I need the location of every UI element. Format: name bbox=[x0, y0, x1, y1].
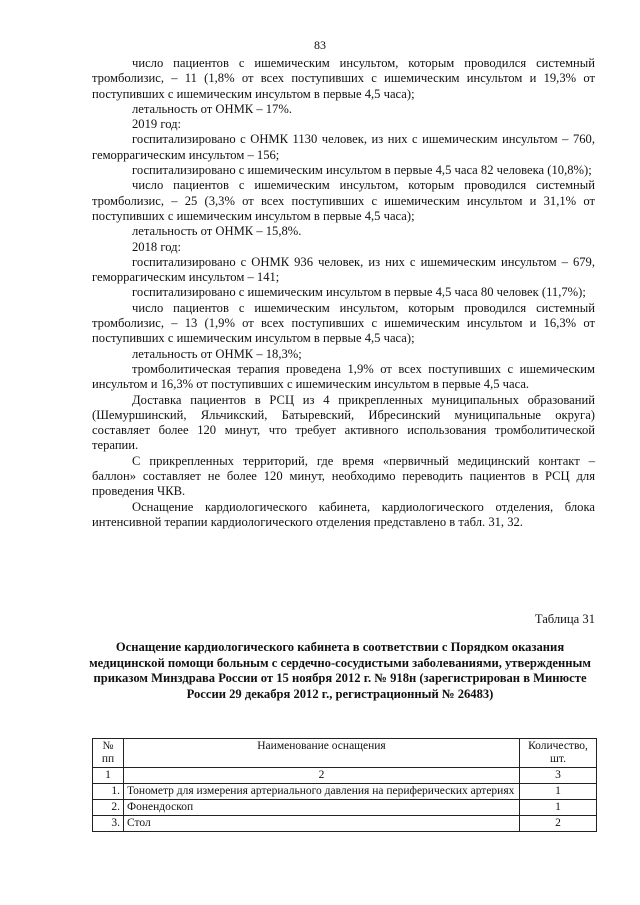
row-num: 1. bbox=[93, 784, 124, 800]
paragraph: госпитализировано с ОНМК 1130 человек, из них с ишемическим инсультом – 760, геморрагическим инсультом – 156; bbox=[92, 132, 595, 162]
header-qty: Количество, шт. bbox=[520, 739, 597, 768]
paragraph: 2018 год: bbox=[132, 239, 182, 254]
row-qty: 1 bbox=[520, 784, 597, 800]
paragraph: С прикрепленных территорий, где время «первичный медицинский контакт – баллон» составляет не более 120 минут, необходимо переводить пациентов в РСЦ для проведения ЧКВ. bbox=[92, 453, 595, 499]
paragraph: летальность от ОНМК – 18,3%; bbox=[132, 346, 302, 361]
equipment-table bbox=[92, 738, 597, 832]
header-name: Наименование оснащения bbox=[124, 739, 520, 768]
paragraph: Доставка пациентов в РСЦ из 4 прикрепленных муниципальных образований (Шемуршинский, Яльчикский, Батыревский, Ибресинский муниципальные округа) составляет более 120 минут, что требует активного использования тромболитической терапии. bbox=[92, 392, 595, 453]
table-index-row bbox=[93, 768, 597, 784]
paragraph: Оснащение кардиологического кабинета, кардиологического отделения, блока интенсивной терапии кардиологического отделения представлено в табл. 31, 32. bbox=[92, 499, 595, 529]
paragraph: госпитализировано с ОНМК 936 человек, из них с ишемическим инсультом – 679, геморрагическим инсультом – 141; bbox=[92, 254, 595, 285]
table-row bbox=[93, 784, 597, 800]
table-row bbox=[93, 800, 597, 816]
row-num: 2. bbox=[93, 800, 124, 816]
row-num: 3. bbox=[93, 816, 124, 832]
table-title: Оснащение кардиологического кабинета в соответствии с Порядком оказания медицинской помощи больным с сердечно-сосудистыми заболеваниями, утвержденным приказом Минздрава России от 15 ноября 2012 г. № 918н (зарегистрирован в Минюсте России 29 декабря 2012 г., регистрационный № 26483) bbox=[89, 640, 591, 701]
body-text bbox=[92, 56, 595, 530]
table-header-row bbox=[93, 739, 597, 768]
row-name: Тонометр для измерения артериального давления на периферических артериях bbox=[124, 784, 520, 800]
table-caption: Таблица 31 bbox=[534, 612, 595, 626]
row-qty: 1 bbox=[520, 800, 597, 816]
paragraph: 2019 год: bbox=[132, 117, 182, 132]
page-number: 83 bbox=[314, 38, 326, 52]
paragraph: госпитализировано с ишемическим инсультом в первые 4,5 часа 82 человека (10,8%); bbox=[132, 163, 592, 178]
paragraph: число пациентов с ишемическим инсультом, которым проводился системный тромболизис, – 13 (1,9% от всех поступивших с ишемическим инсультом и 16,3% от поступивших с ишемическим инсультом в первые 4,5 часа); bbox=[92, 300, 595, 346]
paragraph: летальность от ОНМК – 17%. bbox=[132, 101, 292, 116]
row-name: Фонендоскоп bbox=[124, 800, 520, 816]
paragraph: число пациентов с ишемическим инсультом, которым проводился системный тромболизис, – 11 (1,8% от всех поступивших с ишемическим инсультом и 19,3% от поступивших с ишемическим инсультом в первые 4,5 часа); bbox=[92, 56, 595, 101]
table-row bbox=[93, 816, 597, 832]
paragraph: госпитализировано с ишемическим инсультом в первые 4,5 часа 80 человек (11,7%); bbox=[132, 285, 586, 300]
paragraph: летальность от ОНМК – 15,8%. bbox=[132, 224, 302, 239]
paragraph: тромболитическая терапия проведена 1,9% от всех поступивших с ишемическим инсультом и 16,3% от поступивших с ишемическим инсультом в первые 4,5 часа. bbox=[92, 361, 595, 392]
row-name: Стол bbox=[124, 816, 520, 832]
row-qty: 2 bbox=[520, 816, 597, 832]
index-name: 2 bbox=[124, 768, 520, 784]
index-num: 1 bbox=[93, 768, 124, 784]
paragraph: число пациентов с ишемическим инсультом, которым проводился системный тромболизис, – 25 (3,3% от всех поступивших с ишемическим инсультом и 31,1% от поступивших с ишемическим инсультом в первые 4,5 часа); bbox=[92, 178, 595, 223]
header-num: № пп bbox=[93, 739, 124, 768]
index-qty: 3 bbox=[520, 768, 597, 784]
